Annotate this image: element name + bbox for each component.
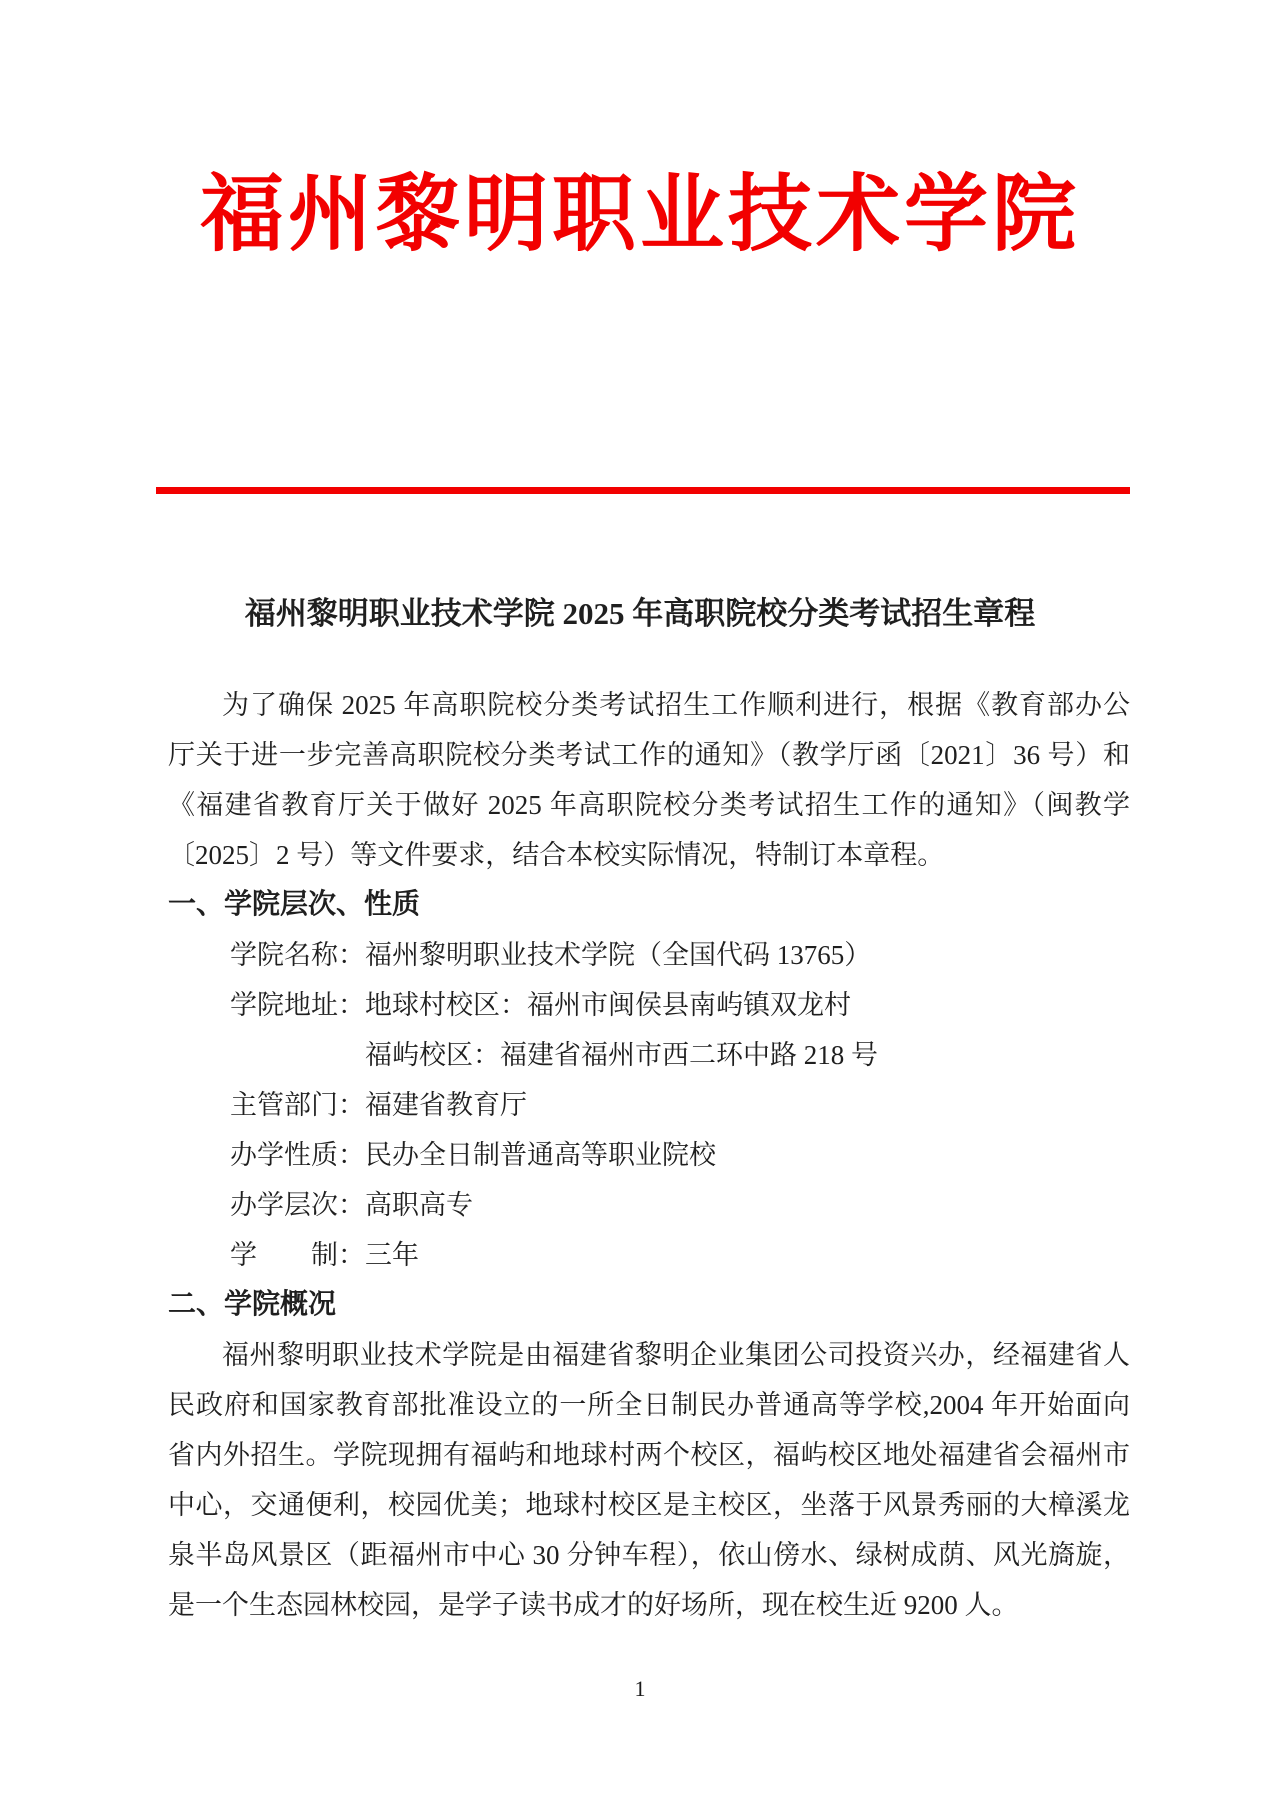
info-item-college-name: 学院名称：福州黎明职业技术学院（全国代码 13765） [230,940,872,970]
document-body [168,680,1130,1630]
letterhead-school-name: 福州黎明职业技术学院 [199,169,1080,262]
section-heading-2: 二、学院概况 [168,1289,337,1320]
info-item-schooling-length: 学 制：三年 [230,1240,419,1270]
overview-line: 是一个生态园林校园，是学子读书成才的好场所，现在校生近 9200 人。 [168,1590,1019,1620]
document-title: 福州黎明职业技术学院 2025 年高职院校分类考试招生章程 [244,596,1036,631]
info-item-college-address: 学院地址：地球村校区：福州市闽侯县南屿镇双龙村 [230,990,851,1020]
info-item-supervising-department: 主管部门：福建省教育厅 [230,1090,527,1120]
intro-line: 〔2025〕2 号）等文件要求，结合本校实际情况，特制订本章程。 [168,840,945,870]
info-item-school-level: 办学层次：高职高专 [230,1190,473,1220]
overview-line: 福州黎明职业技术学院是由福建省黎明企业集团公司投资兴办，经福建省人 [222,1340,1130,1370]
overview-line: 民政府和国家教育部批准设立的一所全日制民办普通高等学校,2004 年开始面向 [168,1390,1130,1420]
intro-line: 为了确保 2025 年高职院校分类考试招生工作顺利进行，根据《教育部办公 [222,690,1130,720]
letterhead-divider-rule [156,487,1130,494]
intro-line: 厅关于进一步完善高职院校分类考试工作的通知》（教学厅函〔2021〕36 号）和 [168,740,1130,770]
overview-line: 泉半岛风景区（距福州市中心 30 分钟车程），依山傍水、绿树成荫、风光旖旋， [168,1540,1130,1570]
overview-line: 省内外招生。学院现拥有福屿和地球村两个校区，福屿校区地处福建省会福州市 [168,1440,1130,1470]
page-number: 1 [634,1676,646,1701]
overview-line: 中心，交通便利，校园优美；地球村校区是主校区，坐落于风景秀丽的大樟溪龙 [168,1490,1130,1520]
section-heading-1: 一、学院层次、性质 [168,889,421,920]
info-item-college-address-cont: 福屿校区：福建省福州市西二环中路 218 号 [365,1040,878,1070]
info-item-school-nature: 办学性质：民办全日制普通高等职业院校 [230,1140,716,1170]
intro-line: 《福建省教育厅关于做好 2025 年高职院校分类考试招生工作的通知》（闽教学 [168,790,1130,820]
